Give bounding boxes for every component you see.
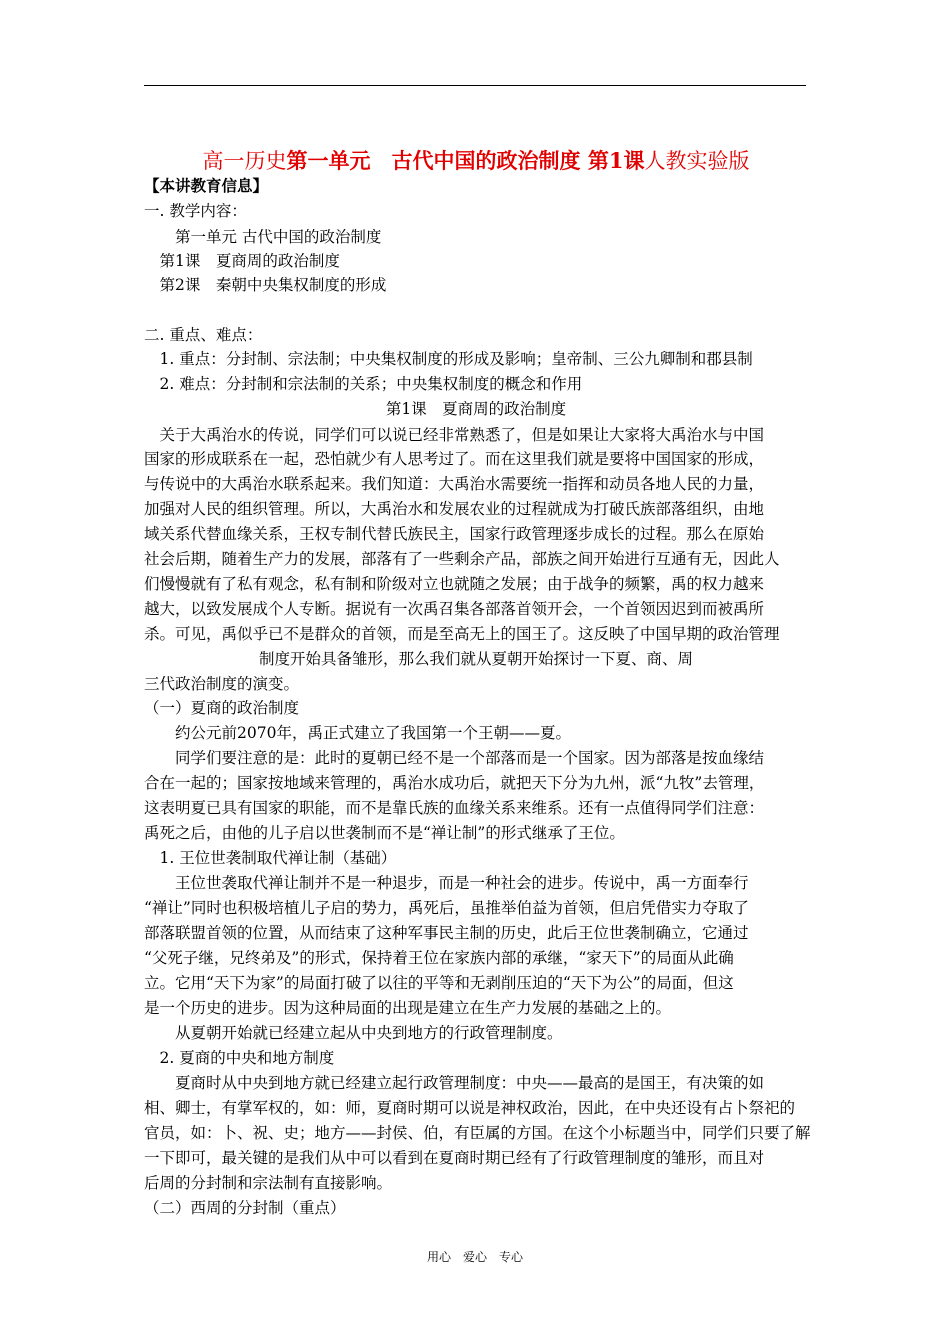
numbered-heading: 2. 夏商的中央和地方制度 xyxy=(144,1049,335,1067)
subsection-heading: （二）西周的分封制（重点） xyxy=(144,1199,346,1217)
text-line: 这表明夏已具有国家的职能，而不是靠氏族的血缘关系来维系。还有一点值得同学们注意： xyxy=(144,799,765,817)
text-line: 国家的形成联系在一起，恐怕就少有人思考过了。而在这里我们就是要将中国国家的形成， xyxy=(144,450,765,468)
page-footer: 用心 爱心 专心 xyxy=(426,1250,523,1264)
text-line: 是一个历史的进步。因为这种局面的出现是建立在生产力发展的基础之上的。 xyxy=(144,999,672,1017)
text-line: 相、卿士，有掌军权的，如：师，夏商时期可以说是神权政治，因此，在中央还设有占卜祭祀的 xyxy=(144,1099,796,1117)
document-title xyxy=(144,147,808,175)
text-line: 与传说中的大禹治水联系起来。我们知道：大禹治水需要统一指挥和动员各地人民的力量， xyxy=(144,475,765,493)
text-line: 第2课 秦朝中央集权制度的形成 xyxy=(144,276,387,294)
subsection-heading: （一）夏商的政治制度 xyxy=(144,699,300,717)
text-line: 从夏朝开始就已经建立起从中央到地方的行政管理制度。 xyxy=(144,1024,563,1042)
text-line: 社会后期，随着生产力的发展，部落有了一些剩余产品，部族之间开始进行互通有无，因此人 xyxy=(144,550,780,568)
text-line: 三代政治制度的演变。 xyxy=(144,675,300,693)
text-line: 杀。可见，禹似乎已不是群众的首领，而是至高无上的国王了。这反映了中国早期的政治管理 xyxy=(144,625,780,643)
text-line: 第1课 夏商周的政治制度 xyxy=(144,252,340,270)
text-line: “父死子继，兄终弟及”的形式，保持着王位在家族内部的承继，“家天下”的局面从此确 xyxy=(144,949,734,967)
text-line: 同学们要注意的是：此时的夏朝已经不是一个部落而是一个国家。因为部落是按血缘结 xyxy=(144,749,765,767)
text-line: 1. 重点：分封制、宗法制；中央集权制度的形成及影响；皇帝制、三公九卿制和郡县制 xyxy=(144,350,753,368)
text-line: 约公元前2070年，禹正式建立了我国第一个王朝——夏。 xyxy=(144,724,571,742)
numbered-heading: 1. 王位世袭制取代禅让制（基础） xyxy=(144,849,397,867)
title-edition: 人教实验版 xyxy=(644,149,750,173)
text-line: 夏商时从中央到地方就已经建立起行政管理制度：中央——最高的是国王，有决策的如 xyxy=(144,1074,765,1092)
text-line: 禹死之后，由他的儿子启以世袭制而不是“禅让制”的形式继承了王位。 xyxy=(144,824,625,842)
text-line: 们慢慢就有了私有观念，私有制和阶级对立也就随之发展；由于战争的频繁，禹的权力越来 xyxy=(144,575,765,593)
title-unit: 第一单元 古代中国的政治制度 第1课 xyxy=(286,148,645,173)
text-line: 王位世袭取代禅让制并不是一种退步，而是一种社会的进步。传说中，禹一方面奉行 xyxy=(144,874,749,892)
text-line: 一. 教学内容： xyxy=(144,202,247,220)
text-line: 部落联盟首领的位置，从而结束了这种军事民主制的历史，此后王位世袭制确立，它通过 xyxy=(144,924,749,942)
header-rule xyxy=(144,85,806,86)
text-line: 越大，以致发展成个人专断。据说有一次禹召集各部落首领开会，一个首领因迟到而被禹所 xyxy=(144,600,765,618)
text-line: 制度开始具备雏形，那么我们就从夏朝开始探讨一下夏、商、周 xyxy=(258,650,693,668)
text-line: 一下即可，最关键的是我们从中可以看到在夏商时期已经有了行政管理制度的雏形，而且对 xyxy=(144,1149,765,1167)
text-line: 官员，如：卜、祝、史；地方——封侯、伯，有臣属的方国。在这个小标题当中，同学们只要了解 xyxy=(144,1124,811,1142)
text-line: 立。它用“天下为家”的局面打破了以往的平等和无剥削压迫的“天下为公”的局面，但这 xyxy=(144,974,734,992)
title-subject: 高一历史 xyxy=(202,149,287,173)
text-line: 2. 难点：分封制和宗法制的关系；中央集权制度的概念和作用 xyxy=(144,375,583,393)
section-heading: 【本讲教育信息】 xyxy=(144,176,269,195)
text-line: 二. 重点、难点： xyxy=(144,326,263,344)
text-line: 合在一起的；国家按地域来管理的，禹治水成功后，就把天下分为九州，派“九牧”去管理， xyxy=(144,774,765,792)
text-line: 关于大禹治水的传说，同学们可以说已经非常熟悉了，但是如果让大家将大禹治水与中国 xyxy=(144,426,765,444)
text-line: 域关系代替血缘关系，王权专制代替氏族民主，国家行政管理逐步成长的过程。那么在原始 xyxy=(144,525,765,543)
lesson-heading: 第1课 夏商周的政治制度 xyxy=(385,400,567,418)
text-line: 加强对人民的组织管理。所以，大禹治水和发展农业的过程就成为打破氏族部落组织，由地 xyxy=(144,500,765,518)
text-line: 第一单元 古代中国的政治制度 xyxy=(144,228,382,246)
text-line: 后周的分封制和宗法制有直接影响。 xyxy=(144,1174,393,1192)
text-line: “禅让”同时也积极培植儿子启的势力，禹死后，虽推举伯益为首领，但启凭借实力夺取了 xyxy=(144,899,749,917)
